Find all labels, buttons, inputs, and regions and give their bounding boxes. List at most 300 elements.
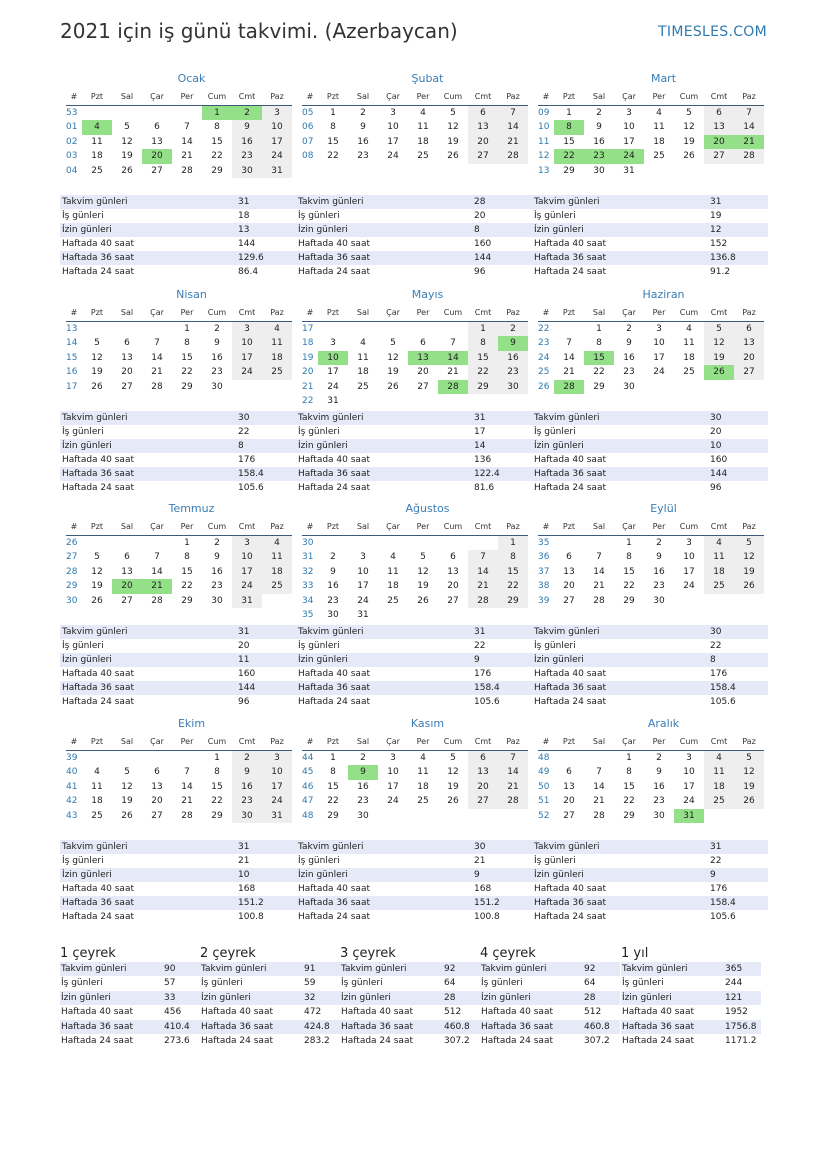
stat-value: 96 [238,697,250,707]
day-cell: 28 [593,595,605,606]
day-cell: 14 [181,781,193,792]
day-cell: 4 [420,108,426,118]
weekday-label: Cmt [710,308,728,317]
week-row [302,765,528,779]
day-cell: 3 [330,338,336,349]
week-number: 40 [66,767,78,778]
day-cell: 2 [626,324,632,334]
month-name: Ekim [177,717,206,730]
week-row [302,794,528,808]
day-cell: 16 [211,566,223,577]
day-cell: 21 [447,367,459,378]
stat-label: İş günleri [298,641,340,651]
month-name: Eylül [650,502,677,515]
day-cell: 19 [734,780,764,794]
day-cell: 28 [181,165,193,176]
weekday-header [66,736,292,751]
stat-value: 31 [710,197,722,207]
day-cell: 28 [554,380,584,394]
week-row [538,765,764,779]
quarter-stats [200,962,340,1048]
day-cell: 17 [387,781,399,792]
stat-row [532,195,768,209]
stat-row [296,411,532,425]
stat-value: 86.4 [238,267,259,277]
day-cell: 3 [390,753,396,763]
stat-value: 14 [474,441,486,451]
week-row [302,351,528,365]
day-cell: 8 [626,552,632,563]
week-number: 35 [538,538,550,548]
day-cell: 6 [154,767,160,778]
week-row [302,120,528,134]
week-row [538,149,764,163]
stat-label: Haftada 40 saat [298,455,370,465]
stat-row [532,653,768,667]
day-cell: 14 [438,351,468,365]
day-cell: 11 [653,122,665,133]
day-cell: 7 [734,106,764,120]
day-cell: 7 [498,106,528,120]
day-cell: 31 [623,165,635,176]
day-cell: 6 [450,552,456,563]
day-cell: 19 [704,351,734,365]
day-cell [584,751,614,765]
stat-label: Haftada 40 saat [201,1007,273,1018]
day-cell: 21 [563,367,575,378]
stat-value: 283.2 [304,1035,330,1046]
day-cell: 30 [232,809,262,823]
stat-label: Haftada 24 saat [62,483,134,493]
day-cell: 3 [232,536,262,550]
day-cell: 19 [417,581,429,592]
month-grid [302,521,528,622]
week-row [66,536,292,550]
month-grid [66,736,292,823]
day-cell: 23 [327,595,339,606]
stat-label: Haftada 40 saat [62,669,134,679]
stat-value: 20 [710,427,722,437]
day-cell: 7 [498,751,528,765]
stat-row [532,265,768,279]
day-cell: 10 [683,552,695,563]
day-cell: 21 [142,579,172,593]
day-cell: 6 [154,122,160,133]
day-cell [262,594,292,608]
day-cell [438,809,468,823]
day-cell: 25 [417,151,429,162]
stat-row [60,962,200,976]
day-cell: 19 [91,367,103,378]
month-name: Ağustos [405,502,450,515]
stat-value: 21 [474,856,486,866]
day-cell: 23 [584,149,614,163]
week-row [66,794,292,808]
day-cell: 14 [151,352,163,363]
day-cell [438,608,468,622]
stat-label: Takvim günleri [61,964,127,974]
stat-label: Takvim günleri [534,413,600,423]
stat-row [200,962,340,976]
day-cell: 20 [151,796,163,807]
day-cell: 27 [563,810,575,821]
day-cell: 22 [593,367,605,378]
stat-label: Haftada 36 saat [62,253,134,263]
day-cell: 2 [498,322,528,336]
weekday-label: Paz [742,522,756,531]
stat-value: 158.4 [710,683,736,693]
stat-value: 10 [710,441,722,451]
day-cell: 21 [593,796,605,807]
day-cell [674,594,704,608]
month-grid [66,91,292,178]
day-cell: 30 [498,380,528,394]
quarter-title: 3 çeyrek [340,946,396,961]
day-cell: 14 [468,565,498,579]
day-cell: 28 [498,149,528,163]
weekday-label: Cmt [474,92,492,101]
day-cell: 20 [734,351,764,365]
stat-row [60,251,296,265]
day-cell: 19 [387,367,399,378]
day-cell: 11 [91,781,103,792]
day-cell: 29 [181,381,193,392]
week-number: 47 [302,796,314,807]
stat-value: 100.8 [474,912,500,922]
day-cell: 10 [262,120,292,134]
stat-value: 460.8 [584,1021,610,1032]
stat-label: İzin günleri [298,655,348,665]
day-cell: 1 [330,753,336,763]
stat-label: Haftada 40 saat [622,1007,694,1018]
week-number: 43 [66,810,78,821]
week-number: 30 [302,538,314,548]
week-row [66,550,292,564]
day-cell: 20 [417,367,429,378]
day-cell: 5 [686,108,692,118]
week-number: 31 [302,552,314,563]
weekday-label: # [542,522,550,531]
stat-label: Takvim günleri [298,197,364,207]
day-cell: 21 [593,581,605,592]
stat-value: 91.2 [710,267,731,277]
weekday-label: Sal [120,522,134,531]
week-number: 06 [302,122,314,133]
day-cell: 10 [623,122,635,133]
day-cell: 31 [262,164,292,178]
week-row [66,351,292,365]
stat-label: Haftada 36 saat [534,683,606,693]
day-cell: 8 [330,767,336,778]
week-row [538,550,764,564]
week-number: 39 [538,595,550,606]
day-cell: 28 [468,594,498,608]
stat-row [296,481,532,495]
week-number: 30 [66,595,78,606]
stat-row [60,453,296,467]
day-cell: 22 [327,151,339,162]
week-number: 14 [66,338,78,349]
month-grid [302,91,528,164]
week-row [66,106,292,120]
day-cell [378,608,408,622]
weekday-label: Per [416,737,430,746]
stat-label: İş günleri [62,211,104,221]
day-cell [378,809,408,823]
day-cell [172,751,202,765]
day-cell: 7 [566,338,572,349]
stat-label: İş günleri [62,641,104,651]
week-row [538,794,764,808]
weekday-label: Sal [356,737,370,746]
month-calendar [302,502,528,622]
day-cell: 21 [468,579,498,593]
day-cell: 5 [390,338,396,349]
day-cell [468,608,498,622]
day-cell: 26 [447,796,459,807]
week-number: 16 [66,367,78,378]
month-calendar [538,502,764,608]
stat-label: Haftada 24 saat [622,1035,694,1046]
day-cell: 10 [653,338,665,349]
day-cell: 15 [623,781,635,792]
stat-value: 136 [474,455,492,465]
month-stats [532,840,768,924]
weekday-label: Per [652,737,666,746]
stat-row [532,896,768,910]
stat-value: 8 [710,655,716,665]
weekday-label: Pzt [562,308,576,317]
weekday-label: # [542,92,550,101]
month-calendar [66,288,292,394]
day-cell: 29 [593,381,605,392]
day-cell: 18 [417,136,429,147]
day-cell: 30 [653,810,665,821]
stat-row [532,681,768,695]
week-row [302,336,528,350]
stat-row [60,1005,200,1019]
week-number: 48 [538,753,550,763]
day-cell: 26 [387,381,399,392]
day-cell: 24 [387,151,399,162]
day-cell: 26 [91,595,103,606]
stat-value: 424.8 [304,1021,330,1032]
day-cell: 16 [498,351,528,365]
day-cell: 29 [563,165,575,176]
stat-value: 151.2 [238,898,264,908]
stat-value: 10 [238,870,250,880]
day-cell: 10 [232,550,262,564]
day-cell: 11 [417,122,429,133]
day-cell: 17 [232,565,262,579]
stat-row [340,1020,480,1034]
stat-value: 158.4 [474,683,500,693]
stat-row [60,1020,200,1034]
day-cell: 25 [262,579,292,593]
stat-value: 31 [238,197,250,207]
day-cell: 23 [211,581,223,592]
stat-value: 105.6 [474,697,500,707]
day-cell [142,322,172,336]
weekday-label: Paz [742,737,756,746]
stat-label: Haftada 40 saat [298,239,370,249]
day-cell: 16 [211,352,223,363]
stat-value: 96 [710,483,722,493]
stat-label: Haftada 24 saat [534,267,606,277]
stat-value: 28 [474,197,486,207]
day-cell: 27 [151,165,163,176]
stat-value: 168 [474,884,492,894]
day-cell [498,809,528,823]
day-cell: 20 [142,149,172,163]
week-row [66,120,292,134]
weekday-label: Sal [120,92,134,101]
week-number: 25 [538,367,550,378]
stat-label: Takvim günleri [62,842,128,852]
stat-row [532,667,768,681]
stat-value: 8 [474,225,480,235]
day-cell: 4 [390,552,396,563]
day-cell: 5 [450,753,456,763]
day-cell: 18 [704,780,734,794]
week-number: 04 [66,165,78,176]
day-cell: 30 [327,609,339,620]
quarter-title: 1 yıl [621,946,649,961]
weekday-label: Çar [386,737,400,746]
day-cell: 17 [683,781,695,792]
month-grid [538,307,764,394]
day-cell [82,106,112,120]
weekday-label: Sal [356,92,370,101]
day-cell [674,380,704,394]
stat-label: İzin günleri [534,441,584,451]
weekday-label: Cum [679,522,699,531]
day-cell: 16 [653,566,665,577]
day-cell [378,322,408,336]
week-row [302,751,528,765]
stat-row [532,695,768,709]
stat-row [200,991,340,1005]
day-cell: 26 [121,810,133,821]
day-cell [142,106,172,120]
day-cell: 21 [151,367,163,378]
day-cell: 19 [121,151,133,162]
day-cell: 22 [211,796,223,807]
day-cell: 14 [563,352,575,363]
day-cell: 21 [498,780,528,794]
weekday-label: Per [416,522,430,531]
day-cell [408,536,438,550]
weekday-label: Cmt [710,92,728,101]
day-cell: 18 [653,136,665,147]
stat-row [296,237,532,251]
day-cell: 9 [498,336,528,350]
month-stats [532,625,768,709]
stat-value: 144 [710,469,728,479]
day-cell: 25 [704,579,734,593]
stat-row [532,639,768,653]
stat-row [480,1005,620,1019]
weekday-label: Cum [207,92,227,101]
week-number: 02 [66,136,78,147]
day-cell: 22 [623,796,635,807]
month-stats [296,625,532,709]
stat-label: Haftada 36 saat [62,683,134,693]
day-cell: 12 [121,781,133,792]
day-cell: 7 [468,550,498,564]
stat-row [200,1034,340,1048]
weekday-label: Sal [356,522,370,531]
page-title: 2021 için iş günü takvimi. (Azerbaycan) [60,19,458,43]
day-cell: 21 [181,151,193,162]
stat-row [60,910,296,924]
stat-value: 105.6 [238,483,264,493]
week-number: 45 [302,767,314,778]
day-cell: 16 [232,135,262,149]
stat-label: İzin günleri [534,225,584,235]
day-cell [674,164,704,178]
day-cell: 19 [91,581,103,592]
quarter-summary [340,945,480,1048]
stat-value: 12 [710,225,722,235]
week-row [302,149,528,163]
stat-row [296,265,532,279]
week-number: 32 [302,566,314,577]
stat-label: Haftada 24 saat [534,912,606,922]
weekday-label: Sal [356,308,370,317]
day-cell: 8 [554,120,584,134]
week-number: 24 [538,352,550,363]
day-cell: 7 [154,552,160,563]
day-cell: 5 [450,108,456,118]
stat-row [296,695,532,709]
stat-label: Haftada 36 saat [298,683,370,693]
day-cell: 18 [91,151,103,162]
month-stats [296,195,532,279]
month-grid [538,736,764,823]
week-row [302,809,528,823]
day-cell: 11 [387,566,399,577]
day-cell: 14 [593,781,605,792]
weekday-header [302,736,528,751]
week-row [302,550,528,564]
day-cell: 8 [468,336,498,350]
day-cell: 23 [211,367,223,378]
weekday-label: Çar [622,522,636,531]
stat-label: İş günleri [534,427,576,437]
day-cell: 12 [734,765,764,779]
day-cell [468,536,498,550]
stat-value: 307.2 [444,1035,470,1046]
day-cell: 10 [357,566,369,577]
brand-link[interactable]: TIMESLES.COM [658,24,767,40]
day-cell: 12 [121,136,133,147]
day-cell: 14 [593,566,605,577]
day-cell: 23 [653,581,665,592]
day-cell: 25 [387,595,399,606]
day-cell: 25 [704,794,734,808]
stat-value: 176 [710,669,728,679]
stat-row [296,653,532,667]
stat-value: 273.6 [164,1035,190,1046]
stat-value: 13 [238,225,250,235]
day-cell: 12 [91,352,103,363]
stat-row [296,667,532,681]
day-cell: 28 [498,794,528,808]
stat-row [60,265,296,279]
stat-label: Takvim günleri [298,627,364,637]
stat-label: Haftada 40 saat [341,1007,413,1018]
